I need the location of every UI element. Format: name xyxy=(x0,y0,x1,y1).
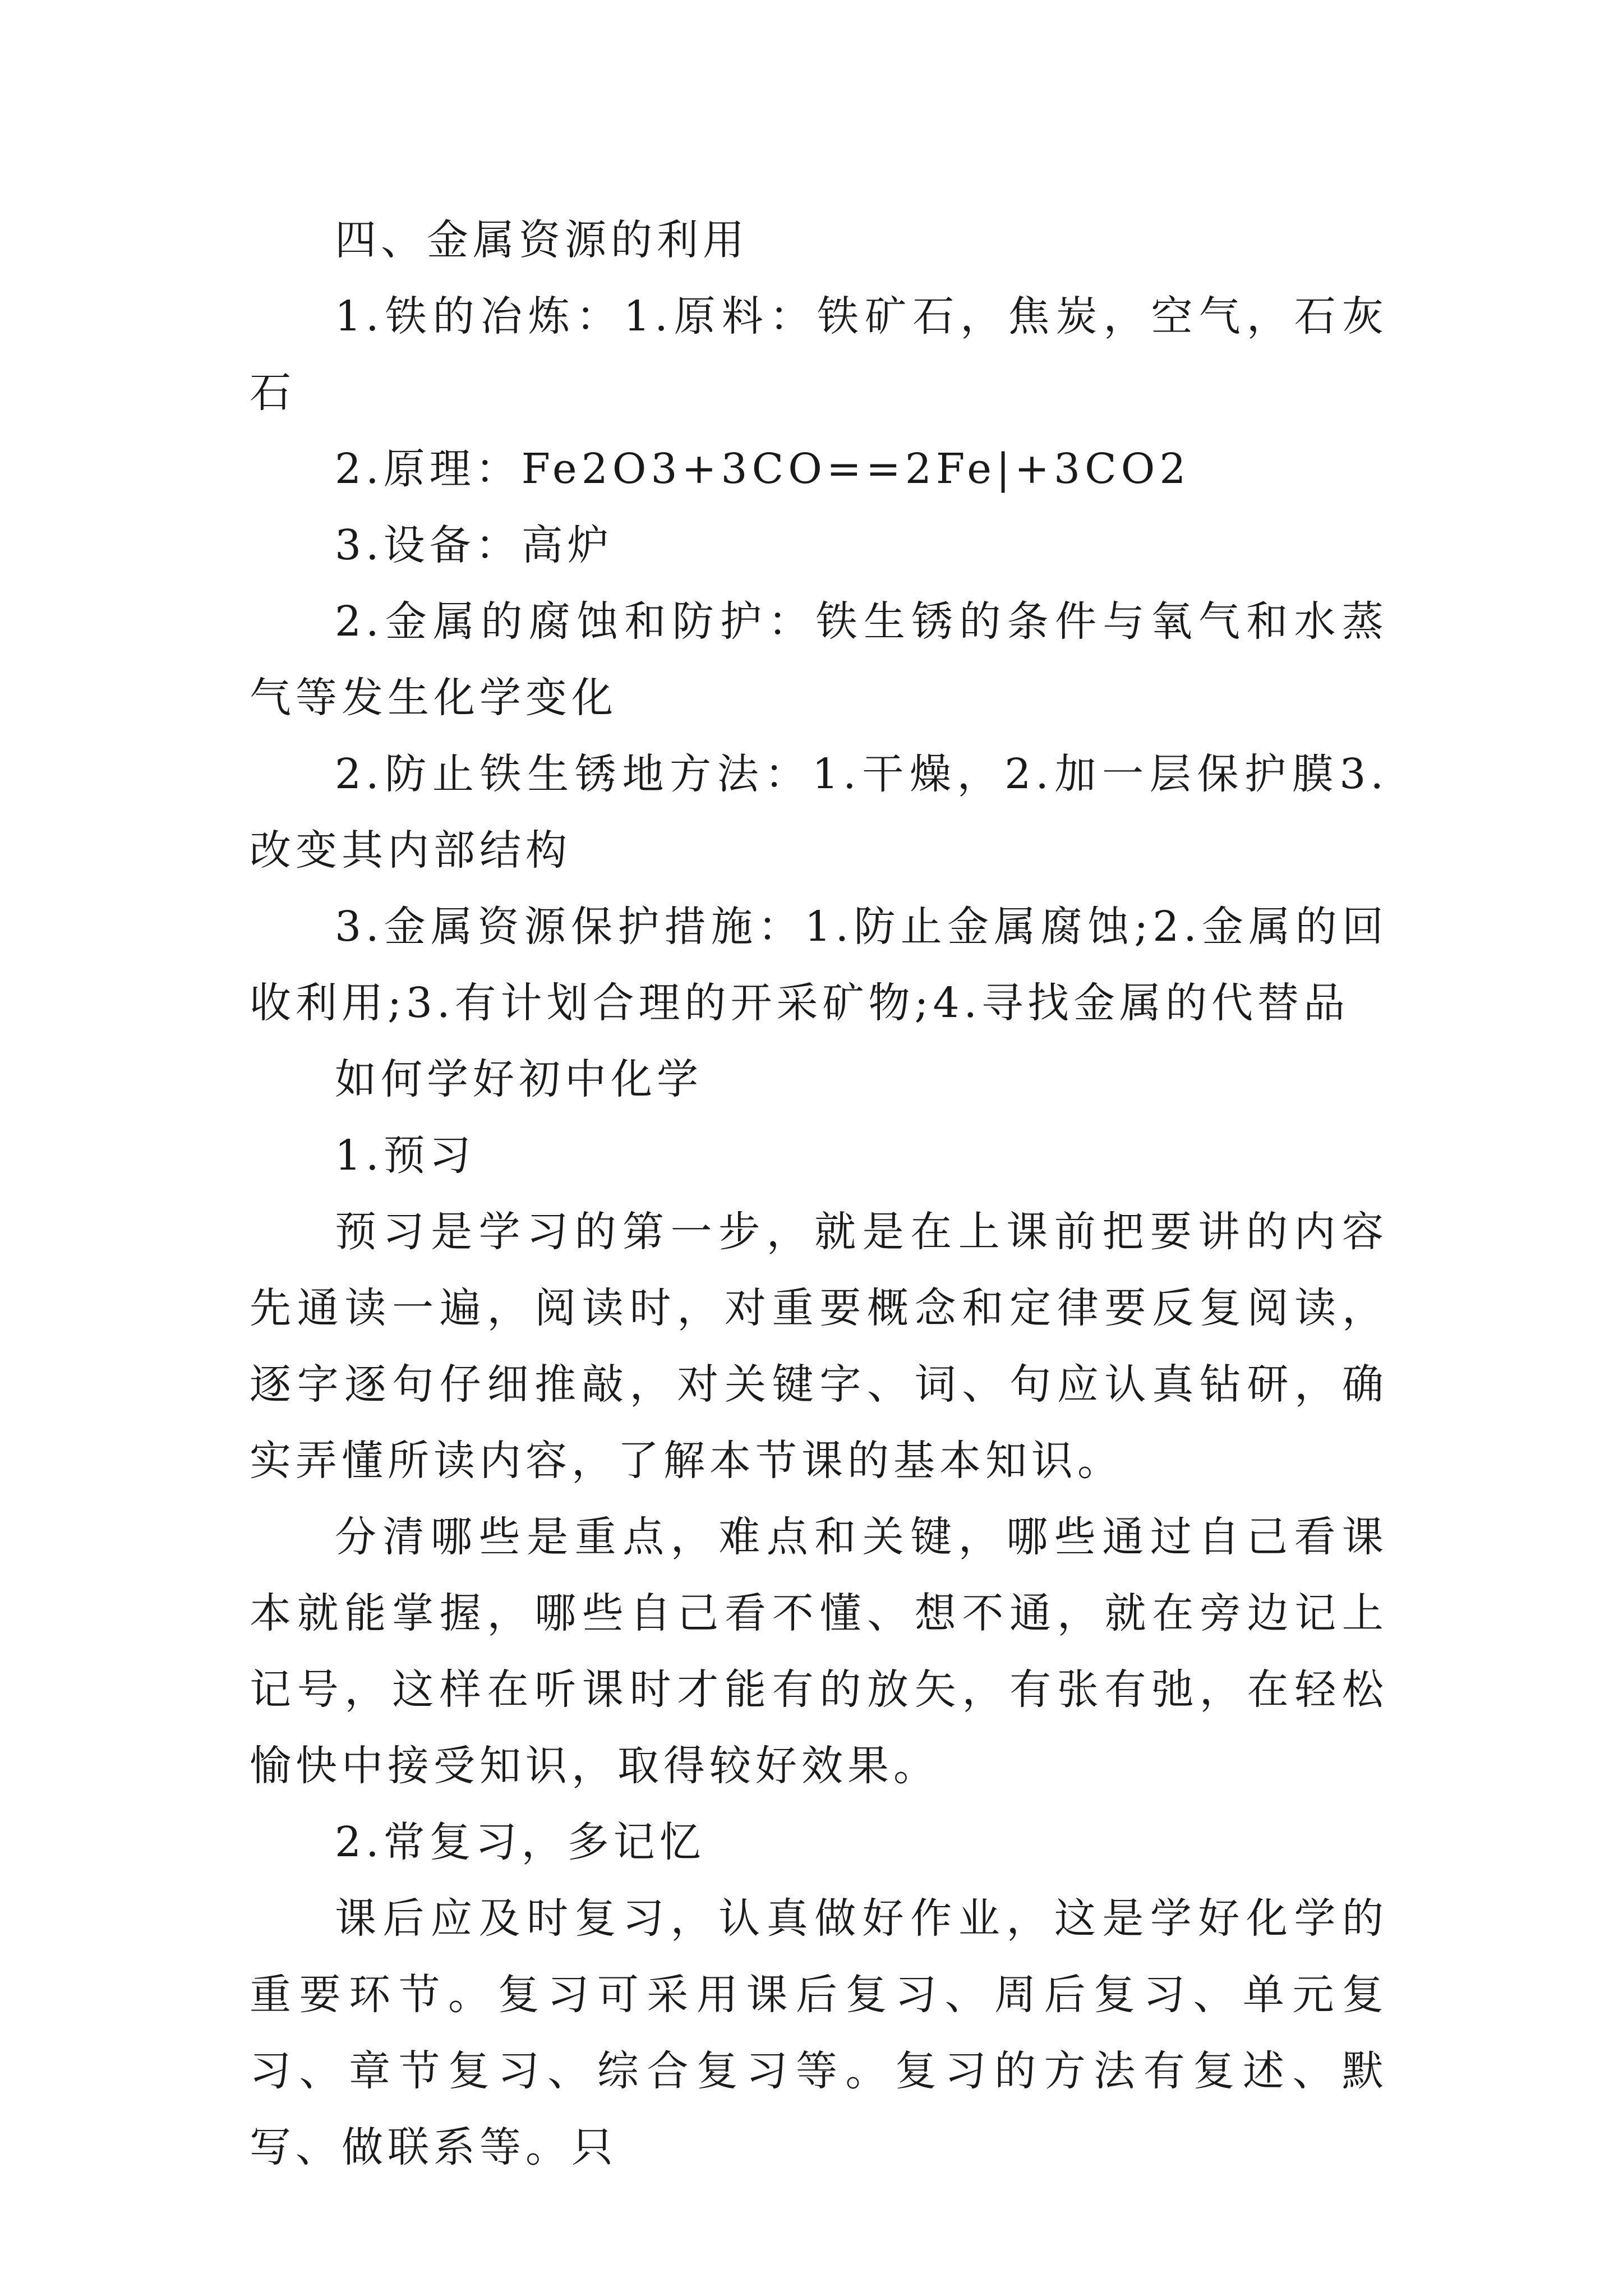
paragraph-smelting-principle: 2.原理：Fe2O3+3CO==2Fe|+3CO2 xyxy=(335,445,1191,493)
paragraph-corrosion-protection: 2.金属的腐蚀和防护：铁生锈的条件与氧气和水蒸气等发生化学变化 xyxy=(250,597,1388,722)
document-body xyxy=(250,202,1388,2185)
paragraph-equipment: 3.设备：高炉 xyxy=(335,521,614,569)
paragraph-resource-protection: 3.金属资源保护措施：1.防止金属腐蚀;2.金属的回收利用;3.有计划合理的开采矿物;4.寻找金属的代替品 xyxy=(250,903,1388,1027)
paragraph-preview-1: 预习是学习的第一步，就是在上课前把要讲的内容先通读一遍，阅读时，对重要概念和定律要反复阅读，逐字逐句仔细推敲，对关键字、词、句应认真钻研，确实弄懂所读内容，了解本节课的基本知识。 xyxy=(250,1208,1388,1485)
section-heading-metal-resources: 四、金属资源的利用 xyxy=(335,216,749,264)
section-heading-learn-chemistry: 如何学好初中化学 xyxy=(335,1055,703,1103)
subheading-review: 2.常复习，多记忆 xyxy=(335,1818,706,1866)
subheading-preview: 1.预习 xyxy=(335,1131,476,1180)
paragraph-preview-2: 分清哪些是重点，难点和关键，哪些通过自己看课本就能掌握，哪些自己看不懂、想不通，就在旁边记上记号，这样在听课时才能有的放矢，有张有弛，在轻松愉快中接受知识，取得较好效果。 xyxy=(250,1513,1388,1790)
paragraph-review: 课后应及时复习，认真做好作业，这是学好化学的重要环节。复习可采用课后复习、周后复习、单元复习、章节复习、综合复习等。复习的方法有复述、默写、做联系等。只 xyxy=(250,1894,1388,2171)
paragraph-rust-prevention: 2.防止铁生锈地方法：1.干燥，2.加一层保护膜3.改变其内部结构 xyxy=(250,750,1388,875)
paragraph-iron-smelting-materials: 1.铁的冶炼：1.原料：铁矿石，焦炭，空气，石灰石 xyxy=(250,292,1388,417)
